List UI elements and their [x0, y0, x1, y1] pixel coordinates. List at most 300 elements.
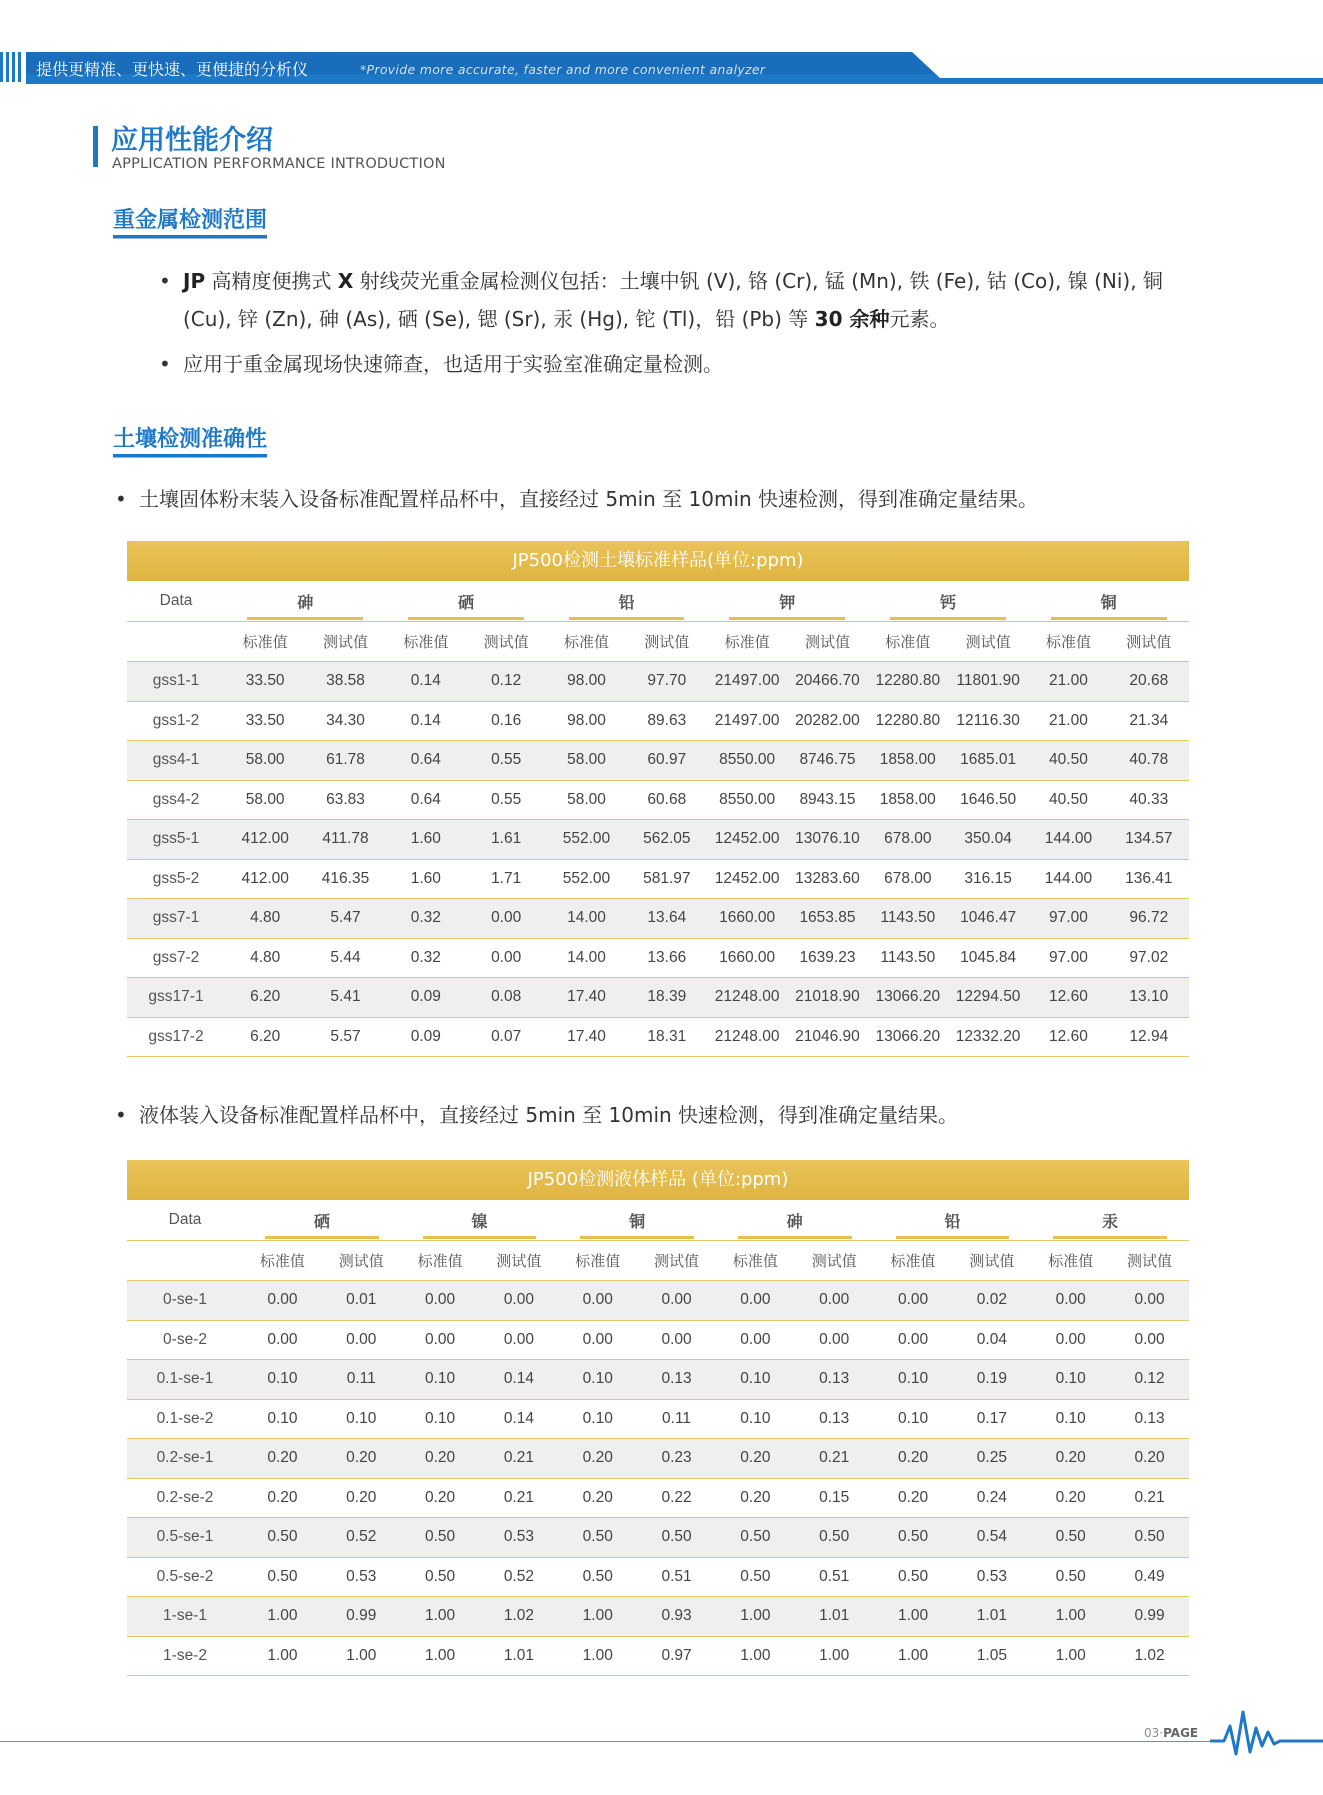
- element-header: 砷: [225, 581, 386, 622]
- value-cell: 0.00: [479, 1281, 558, 1321]
- value-cell: 0.50: [716, 1557, 795, 1597]
- sample-id-cell: gss4-1: [127, 741, 225, 781]
- value-cell: 0.64: [386, 741, 466, 781]
- value-cell: 0.17: [952, 1399, 1031, 1439]
- data-column-label: Data: [159, 592, 193, 609]
- value-cell: 0.13: [795, 1360, 874, 1400]
- value-cell: 1.01: [952, 1597, 1031, 1637]
- value-cell: 316.15: [948, 859, 1028, 899]
- table-row: [127, 701, 1189, 741]
- value-cell: 8943.15: [787, 780, 867, 820]
- test-value-header: 测试值: [795, 1241, 874, 1281]
- page-label: PAGE: [1163, 1726, 1199, 1740]
- value-cell: 18.39: [627, 978, 707, 1018]
- value-cell: 0.20: [401, 1478, 480, 1518]
- value-cell: 0.12: [466, 662, 546, 702]
- table-row: [127, 1636, 1189, 1676]
- value-cell: 8550.00: [707, 780, 787, 820]
- value-cell: 8550.00: [707, 741, 787, 781]
- sample-id-cell: gss17-2: [127, 1017, 225, 1057]
- value-cell: 0.20: [322, 1439, 401, 1479]
- liquid-bullet: [115, 1096, 1199, 1134]
- standard-value-header: 标准值: [1028, 622, 1108, 662]
- value-cell: 21497.00: [707, 662, 787, 702]
- soil-accuracy-title-underline: [113, 454, 267, 457]
- table-sub-header: [127, 622, 1189, 662]
- table-row: [127, 662, 1189, 702]
- value-cell: 89.63: [627, 701, 707, 741]
- value-cell: 0.00: [874, 1281, 953, 1321]
- value-cell: 12294.50: [948, 978, 1028, 1018]
- value-cell: 1.00: [401, 1636, 480, 1676]
- value-cell: 58.00: [546, 780, 626, 820]
- table-row: [127, 978, 1189, 1018]
- value-cell: 13066.20: [868, 1017, 948, 1057]
- value-cell: 1653.85: [787, 899, 867, 939]
- value-cell: 0.50: [1031, 1557, 1110, 1597]
- soil-data-table: [127, 581, 1189, 1057]
- sample-id-cell: gss17-1: [127, 978, 225, 1018]
- table-row: [127, 899, 1189, 939]
- value-cell: 21018.90: [787, 978, 867, 1018]
- test-value-header: 测试值: [305, 622, 385, 662]
- value-cell: 0.14: [386, 701, 466, 741]
- heavy-metal-bullet-2: [159, 345, 1223, 383]
- value-cell: 12280.80: [868, 662, 948, 702]
- test-value-header: 测试值: [627, 622, 707, 662]
- value-cell: 5.57: [305, 1017, 385, 1057]
- value-cell: 13066.20: [868, 978, 948, 1018]
- value-cell: 0.22: [637, 1478, 716, 1518]
- table-row: [127, 780, 1189, 820]
- value-cell: 0.20: [874, 1478, 953, 1518]
- bullet-1-text-a: 高精度便携式: [205, 269, 338, 293]
- value-cell: 60.97: [627, 741, 707, 781]
- value-cell: 1.01: [795, 1597, 874, 1637]
- value-cell: 0.21: [479, 1478, 558, 1518]
- value-cell: 4.80: [225, 938, 305, 978]
- value-cell: 13283.60: [787, 859, 867, 899]
- standard-value-header: 标准值: [225, 622, 305, 662]
- heavy-metal-title-underline: [113, 235, 267, 238]
- value-cell: 1.00: [1031, 1597, 1110, 1637]
- sample-id-cell: 0.5-se-1: [127, 1518, 243, 1558]
- bullet-dot: •: [159, 352, 171, 376]
- value-cell: 1685.01: [948, 741, 1028, 781]
- section-subtitle-en: APPLICATION PERFORMANCE INTRODUCTION: [112, 156, 446, 172]
- value-cell: 1.00: [716, 1597, 795, 1637]
- value-cell: 1143.50: [868, 938, 948, 978]
- element-header: 铅: [874, 1200, 1032, 1241]
- value-cell: 0.00: [1031, 1320, 1110, 1360]
- value-cell: 5.41: [305, 978, 385, 1018]
- soil-bullet: [115, 480, 1199, 518]
- standard-value-header: 标准值: [868, 622, 948, 662]
- value-cell: 0.11: [322, 1360, 401, 1400]
- value-cell: 40.33: [1109, 780, 1189, 820]
- value-cell: 97.02: [1109, 938, 1189, 978]
- bullet-dot: •: [115, 1103, 127, 1127]
- value-cell: 0.00: [401, 1281, 480, 1321]
- value-cell: 0.23: [637, 1439, 716, 1479]
- standard-value-header: 标准值: [401, 1241, 480, 1281]
- table-row: [127, 1439, 1189, 1479]
- bullet-1-x: X: [337, 269, 354, 293]
- value-cell: 1.00: [243, 1597, 322, 1637]
- value-cell: 0.20: [243, 1439, 322, 1479]
- value-cell: 0.00: [466, 899, 546, 939]
- test-value-header: 测试值: [952, 1241, 1031, 1281]
- value-cell: 13.66: [627, 938, 707, 978]
- value-cell: 1.60: [386, 859, 466, 899]
- test-value-header: 测试值: [948, 622, 1028, 662]
- value-cell: 1.00: [716, 1636, 795, 1676]
- value-cell: 1.60: [386, 820, 466, 860]
- value-cell: 0.53: [479, 1518, 558, 1558]
- value-cell: 0.00: [479, 1320, 558, 1360]
- value-cell: 1660.00: [707, 899, 787, 939]
- value-cell: 58.00: [225, 780, 305, 820]
- value-cell: 97.70: [627, 662, 707, 702]
- footer-line: [0, 1741, 1225, 1742]
- value-cell: 21046.90: [787, 1017, 867, 1057]
- table-row: [127, 1557, 1189, 1597]
- value-cell: 12.60: [1028, 978, 1108, 1018]
- value-cell: 136.41: [1109, 859, 1189, 899]
- value-cell: 98.00: [546, 701, 626, 741]
- value-cell: 678.00: [868, 820, 948, 860]
- value-cell: 1046.47: [948, 899, 1028, 939]
- value-cell: 6.20: [225, 1017, 305, 1057]
- value-cell: 0.50: [401, 1557, 480, 1597]
- element-header: 钙: [868, 581, 1029, 622]
- value-cell: 0.21: [1110, 1478, 1189, 1518]
- value-cell: 21497.00: [707, 701, 787, 741]
- value-cell: 21.00: [1028, 662, 1108, 702]
- value-cell: 63.83: [305, 780, 385, 820]
- value-cell: 40.50: [1028, 741, 1108, 781]
- sample-id-cell: 0-se-2: [127, 1320, 243, 1360]
- element-header: 硒: [386, 581, 547, 622]
- value-cell: 0.00: [716, 1281, 795, 1321]
- liquid-bullet-text: 液体装入设备标准配置样品杯中，直接经过 5min 至 10min 快速检测，得到准确定量结果。: [139, 1103, 959, 1127]
- value-cell: 0.08: [466, 978, 546, 1018]
- test-value-header: 测试值: [479, 1241, 558, 1281]
- value-cell: 1.00: [401, 1597, 480, 1637]
- value-cell: 0.55: [466, 741, 546, 781]
- liquid-data-table: [127, 1200, 1189, 1676]
- sample-id-cell: 0-se-1: [127, 1281, 243, 1321]
- heavy-metal-bullet-1: [159, 262, 1223, 338]
- value-cell: 0.97: [637, 1636, 716, 1676]
- value-cell: 1.00: [558, 1597, 637, 1637]
- value-cell: 0.12: [1110, 1360, 1189, 1400]
- element-header: 硒: [243, 1200, 401, 1241]
- sample-id-cell: gss4-2: [127, 780, 225, 820]
- value-cell: 552.00: [546, 859, 626, 899]
- value-cell: 0.00: [716, 1320, 795, 1360]
- value-cell: 0.14: [479, 1360, 558, 1400]
- value-cell: 416.35: [305, 859, 385, 899]
- value-cell: 0.19: [952, 1360, 1031, 1400]
- value-cell: 97.00: [1028, 938, 1108, 978]
- value-cell: 12.60: [1028, 1017, 1108, 1057]
- sample-id-cell: 0.5-se-2: [127, 1557, 243, 1597]
- page-number-value: 03·: [1144, 1726, 1164, 1740]
- value-cell: 0.50: [874, 1557, 953, 1597]
- value-cell: 0.49: [1110, 1557, 1189, 1597]
- value-cell: 1.71: [466, 859, 546, 899]
- sample-id-cell: gss7-1: [127, 899, 225, 939]
- value-cell: 0.10: [401, 1399, 480, 1439]
- pulse-wave-icon: [1210, 1706, 1323, 1758]
- soil-table: [127, 541, 1189, 1057]
- value-cell: 1.61: [466, 820, 546, 860]
- value-cell: 1.00: [874, 1636, 953, 1676]
- value-cell: 0.10: [558, 1399, 637, 1439]
- value-cell: 0.14: [479, 1399, 558, 1439]
- value-cell: 1646.50: [948, 780, 1028, 820]
- value-cell: 1.02: [1110, 1636, 1189, 1676]
- value-cell: 581.97: [627, 859, 707, 899]
- value-cell: 34.30: [305, 701, 385, 741]
- section-title: 应用性能介绍: [111, 125, 273, 156]
- value-cell: 98.00: [546, 662, 626, 702]
- sample-id-cell: 0.2-se-2: [127, 1478, 243, 1518]
- value-cell: 0.00: [637, 1320, 716, 1360]
- soil-accuracy-title: 土壤检测准确性: [113, 427, 268, 452]
- test-value-header: 测试值: [1110, 1241, 1189, 1281]
- bullet-1-line2-bold: 30 余种: [814, 307, 890, 331]
- blank-header-cell: [127, 622, 225, 662]
- value-cell: 96.72: [1109, 899, 1189, 939]
- sample-id-cell: gss1-1: [127, 662, 225, 702]
- value-cell: 1.00: [558, 1636, 637, 1676]
- value-cell: 0.50: [401, 1518, 480, 1558]
- value-cell: 58.00: [546, 741, 626, 781]
- banner-slogan-en: *Provide more accurate, faster and more convenient analyzer: [360, 62, 766, 77]
- sample-id-cell: 0.2-se-1: [127, 1439, 243, 1479]
- value-cell: 0.00: [558, 1320, 637, 1360]
- value-cell: 0.50: [795, 1518, 874, 1558]
- value-cell: 0.20: [401, 1439, 480, 1479]
- value-cell: 0.02: [952, 1281, 1031, 1321]
- value-cell: 0.10: [874, 1399, 953, 1439]
- element-header: 汞: [1031, 1200, 1189, 1241]
- value-cell: 0.52: [479, 1557, 558, 1597]
- value-cell: 411.78: [305, 820, 385, 860]
- value-cell: 412.00: [225, 820, 305, 860]
- value-cell: 33.50: [225, 701, 305, 741]
- value-cell: 20466.70: [787, 662, 867, 702]
- value-cell: 0.99: [1110, 1597, 1189, 1637]
- value-cell: 0.10: [243, 1399, 322, 1439]
- value-cell: 17.40: [546, 1017, 626, 1057]
- value-cell: 0.20: [558, 1439, 637, 1479]
- test-value-header: 测试值: [1109, 622, 1189, 662]
- table-row: [127, 938, 1189, 978]
- page-number: [1144, 1726, 1198, 1740]
- value-cell: 350.04: [948, 820, 1028, 860]
- value-cell: 0.00: [243, 1281, 322, 1321]
- blank-header-cell: [127, 1241, 243, 1281]
- value-cell: 0.10: [1031, 1360, 1110, 1400]
- element-header: 铜: [1028, 581, 1189, 622]
- value-cell: 0.13: [795, 1399, 874, 1439]
- value-cell: 21248.00: [707, 978, 787, 1018]
- value-cell: 0.00: [874, 1320, 953, 1360]
- table-row: [127, 1399, 1189, 1439]
- standard-value-header: 标准值: [558, 1241, 637, 1281]
- value-cell: 0.00: [558, 1281, 637, 1321]
- value-cell: 13.64: [627, 899, 707, 939]
- value-cell: 14.00: [546, 938, 626, 978]
- table-group-header: [127, 581, 1189, 622]
- value-cell: 12332.20: [948, 1017, 1028, 1057]
- liquid-table-caption: JP500检测液体样品 (单位:ppm): [127, 1160, 1189, 1200]
- value-cell: 20282.00: [787, 701, 867, 741]
- value-cell: 1.02: [479, 1597, 558, 1637]
- value-cell: 0.32: [386, 938, 466, 978]
- value-cell: 0.20: [243, 1478, 322, 1518]
- table-sub-header: [127, 1241, 1189, 1281]
- value-cell: 1.00: [795, 1636, 874, 1676]
- value-cell: 12.94: [1109, 1017, 1189, 1057]
- value-cell: 0.10: [716, 1360, 795, 1400]
- value-cell: 0.01: [322, 1281, 401, 1321]
- value-cell: 13076.10: [787, 820, 867, 860]
- value-cell: 0.93: [637, 1597, 716, 1637]
- test-value-header: 测试值: [787, 622, 867, 662]
- section-accent-bar: [93, 126, 98, 167]
- value-cell: 13.10: [1109, 978, 1189, 1018]
- value-cell: 0.20: [716, 1439, 795, 1479]
- test-value-header: 测试值: [466, 622, 546, 662]
- value-cell: 0.21: [479, 1439, 558, 1479]
- value-cell: 0.50: [558, 1518, 637, 1558]
- value-cell: 0.24: [952, 1478, 1031, 1518]
- table-row: [127, 1281, 1189, 1321]
- value-cell: 0.51: [637, 1557, 716, 1597]
- value-cell: 0.10: [874, 1360, 953, 1400]
- value-cell: 0.50: [716, 1518, 795, 1558]
- value-cell: 12116.30: [948, 701, 1028, 741]
- value-cell: 1.00: [874, 1597, 953, 1637]
- value-cell: 0.04: [952, 1320, 1031, 1360]
- value-cell: 0.20: [558, 1478, 637, 1518]
- value-cell: 12280.80: [868, 701, 948, 741]
- liquid-table: [127, 1160, 1189, 1676]
- value-cell: 144.00: [1028, 859, 1108, 899]
- value-cell: 0.20: [1031, 1439, 1110, 1479]
- value-cell: 21248.00: [707, 1017, 787, 1057]
- element-header: 铅: [546, 581, 707, 622]
- value-cell: 97.00: [1028, 899, 1108, 939]
- sample-id-cell: 1-se-1: [127, 1597, 243, 1637]
- value-cell: 0.09: [386, 978, 466, 1018]
- value-cell: 1.00: [322, 1636, 401, 1676]
- value-cell: 0.10: [322, 1399, 401, 1439]
- value-cell: 0.10: [558, 1360, 637, 1400]
- element-header: 铜: [558, 1200, 716, 1241]
- value-cell: 0.00: [1110, 1320, 1189, 1360]
- bullet-2-text: 应用于重金属现场快速筛查，也适用于实验室准确定量检测。: [183, 352, 723, 376]
- value-cell: 0.11: [637, 1399, 716, 1439]
- value-cell: 0.13: [637, 1360, 716, 1400]
- soil-bullet-text: 土壤固体粉末装入设备标准配置样品杯中，直接经过 5min 至 10min 快速检测，得到准确定量结果。: [139, 487, 1039, 511]
- value-cell: 1.01: [479, 1636, 558, 1676]
- value-cell: 0.10: [716, 1399, 795, 1439]
- standard-value-header: 标准值: [874, 1241, 953, 1281]
- value-cell: 21.34: [1109, 701, 1189, 741]
- table-row: [127, 1478, 1189, 1518]
- value-cell: 0.13: [1110, 1399, 1189, 1439]
- value-cell: 0.20: [1110, 1439, 1189, 1479]
- value-cell: 0.50: [1110, 1518, 1189, 1558]
- value-cell: 0.14: [386, 662, 466, 702]
- value-cell: 14.00: [546, 899, 626, 939]
- value-cell: 58.00: [225, 741, 305, 781]
- bullet-1-line2-a: (Cu), 锌 (Zn), 砷 (As), 硒 (Se), 锶 (Sr), 汞 (Hg), 铊 (Tl)，铅 (Pb) 等: [183, 307, 815, 331]
- value-cell: 0.50: [558, 1557, 637, 1597]
- sample-id-cell: gss5-1: [127, 820, 225, 860]
- value-cell: 33.50: [225, 662, 305, 702]
- value-cell: 0.00: [401, 1320, 480, 1360]
- element-header: 钾: [707, 581, 868, 622]
- value-cell: 412.00: [225, 859, 305, 899]
- sample-id-cell: gss7-2: [127, 938, 225, 978]
- standard-value-header: 标准值: [716, 1241, 795, 1281]
- value-cell: 1660.00: [707, 938, 787, 978]
- value-cell: 0.54: [952, 1518, 1031, 1558]
- standard-value-header: 标准值: [546, 622, 626, 662]
- value-cell: 0.00: [322, 1320, 401, 1360]
- value-cell: 0.99: [322, 1597, 401, 1637]
- element-header: 镍: [401, 1200, 559, 1241]
- value-cell: 12452.00: [707, 820, 787, 860]
- table-row: [127, 1597, 1189, 1637]
- value-cell: 0.00: [1110, 1281, 1189, 1321]
- table-row: [127, 741, 1189, 781]
- value-cell: 0.00: [466, 938, 546, 978]
- table-row: [127, 1518, 1189, 1558]
- value-cell: 0.53: [322, 1557, 401, 1597]
- value-cell: 21.00: [1028, 701, 1108, 741]
- value-cell: 1639.23: [787, 938, 867, 978]
- value-cell: 144.00: [1028, 820, 1108, 860]
- value-cell: 12452.00: [707, 859, 787, 899]
- value-cell: 0.20: [322, 1478, 401, 1518]
- value-cell: 0.10: [243, 1360, 322, 1400]
- value-cell: 0.50: [243, 1557, 322, 1597]
- sample-id-cell: 0.1-se-1: [127, 1360, 243, 1400]
- value-cell: 0.20: [1031, 1478, 1110, 1518]
- value-cell: 0.20: [716, 1478, 795, 1518]
- top-banner: [0, 52, 1323, 84]
- value-cell: 5.47: [305, 899, 385, 939]
- value-cell: 1858.00: [868, 741, 948, 781]
- element-header: 砷: [716, 1200, 874, 1241]
- test-value-header: 测试值: [637, 1241, 716, 1281]
- bullet-dot: •: [115, 487, 127, 511]
- value-cell: 20.68: [1109, 662, 1189, 702]
- value-cell: 0.16: [466, 701, 546, 741]
- value-cell: 0.53: [952, 1557, 1031, 1597]
- standard-value-header: 标准值: [707, 622, 787, 662]
- value-cell: 0.10: [1031, 1399, 1110, 1439]
- value-cell: 0.50: [637, 1518, 716, 1558]
- table-row: [127, 1017, 1189, 1057]
